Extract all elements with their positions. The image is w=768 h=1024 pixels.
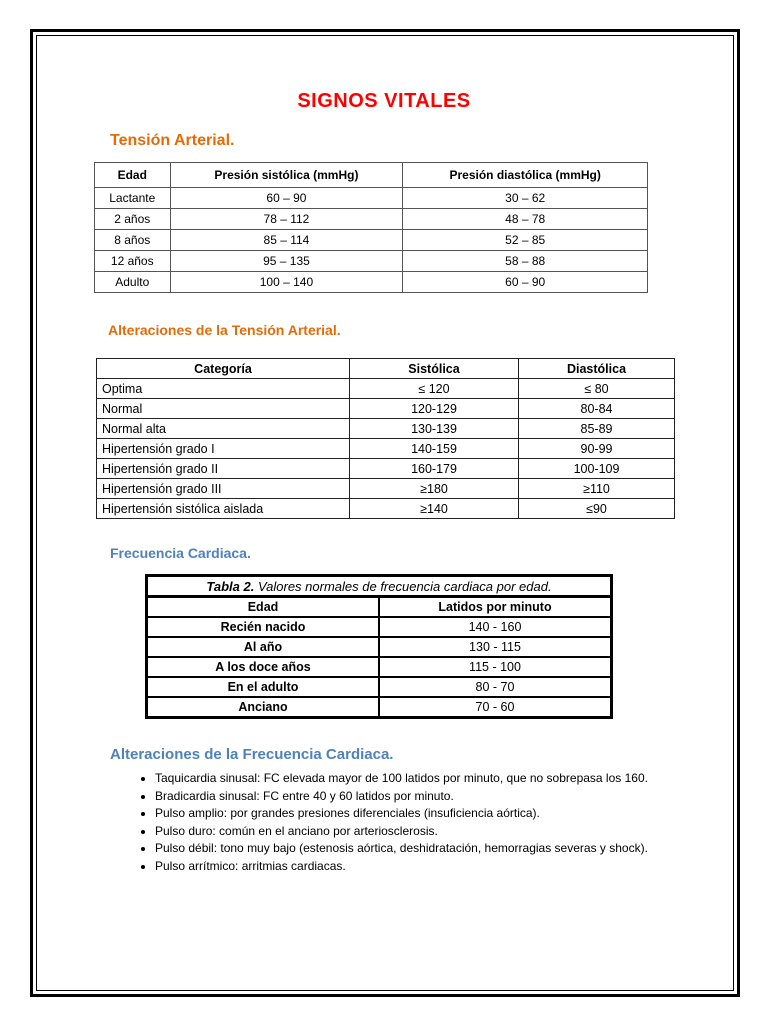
cell: 58 – 88 [403,251,648,272]
page-title: SIGNOS VITALES [297,90,471,112]
cell: 100-109 [519,459,675,479]
table-row [147,697,612,718]
header-latidos: Latidos por minuto [379,597,612,618]
cell: Normal alta [97,419,350,439]
table-row [97,419,675,439]
cell: A los doce años [147,657,380,677]
table-row [97,379,675,399]
table-row [147,657,612,677]
list-item: • Taquicardia sinusal: FC elevada mayor de 100 latidos por minuto, que no sobrepasa los 160. [155,770,685,788]
cell: 130-139 [350,419,519,439]
cell: 140 - 160 [379,617,612,637]
cell: 30 – 62 [403,188,648,209]
alteraciones-fc-heading: Alteraciones de la Frecuencia Cardiaca. [110,746,394,763]
table-header-row [147,597,612,618]
cell: 160-179 [350,459,519,479]
cell: 52 – 85 [403,230,648,251]
header-diastolica: Presión diastólica (mmHg) [403,163,648,188]
table-row [95,251,648,272]
table-row [97,499,675,519]
table-row [97,479,675,499]
table-caption-row [147,576,612,597]
cell: Lactante [95,188,171,209]
cell: Hipertensión grado II [97,459,350,479]
cell: 2 años [95,209,171,230]
cell: 115 - 100 [379,657,612,677]
list-item: • Pulso duro: común en el anciano por arteriosclerosis. [155,823,685,841]
header-edad: Edad [95,163,171,188]
caption-text: Valores normales de frecuencia cardiaca por edad. [254,578,552,594]
cell: 78 – 112 [170,209,403,230]
cell: Hipertensión sistólica aislada [97,499,350,519]
frecuencia-heading: Frecuencia Cardiaca. [110,545,251,561]
table-row [95,209,648,230]
cell: 70 - 60 [379,697,612,718]
cell: En el adulto [147,677,380,697]
cell: Hipertensión grado III [97,479,350,499]
list-item: • Pulso amplio: por grandes presiones diferenciales (insuficiencia aórtica). [155,805,685,823]
cell: 60 – 90 [403,272,648,293]
cell: 12 años [95,251,171,272]
cell: ≤ 80 [519,379,675,399]
cell: 100 – 140 [170,272,403,293]
caption-bold: Tabla 2. [206,578,255,594]
cell: ≤90 [519,499,675,519]
cell: ≥110 [519,479,675,499]
header-sistolica: Presión sistólica (mmHg) [170,163,403,188]
cell: ≥180 [350,479,519,499]
cell: 85-89 [519,419,675,439]
cell: ≤ 120 [350,379,519,399]
cell: 48 – 78 [403,209,648,230]
table-row [147,637,612,657]
header-categoria: Categoría [97,359,350,379]
list-item: • Pulso arrítmico: arritmias cardiacas. [155,858,685,876]
cell: Recién nacido [147,617,380,637]
cell: 60 – 90 [170,188,403,209]
tension-heading: Tensión Arterial. [110,132,235,149]
cell: Anciano [147,697,380,718]
cell: 90-99 [519,439,675,459]
table-header-row [97,359,675,379]
cell: 120-129 [350,399,519,419]
cell: Adulto [95,272,171,293]
cell: 130 - 115 [379,637,612,657]
header-diastolica: Diastólica [519,359,675,379]
alteraciones-ta-heading: Alteraciones de la Tensión Arterial. [108,322,341,338]
cell: Optima [97,379,350,399]
table-row [95,188,648,209]
header-sistolica: Sistólica [350,359,519,379]
frecuencia-table [145,574,613,719]
cell: 8 años [95,230,171,251]
list-item: • Bradicardia sinusal: FC entre 40 y 60 latidos por minuto. [155,788,685,806]
cell: 140-159 [350,439,519,459]
cell: Al año [147,637,380,657]
table-row [147,677,612,697]
cell: 80 - 70 [379,677,612,697]
cell: Hipertensión grado I [97,439,350,459]
table-row [95,230,648,251]
table-header-row [95,163,648,188]
table-caption [147,576,612,597]
alteraciones-ta-table [96,358,675,519]
table-row [97,459,675,479]
cell: 80-84 [519,399,675,419]
header-edad: Edad [147,597,380,618]
table-row [97,399,675,419]
tension-table [94,162,648,293]
alteraciones-fc-list [130,770,685,875]
table-row [147,617,612,637]
cell: Normal [97,399,350,419]
cell: ≥140 [350,499,519,519]
table-row [97,439,675,459]
cell: 85 – 114 [170,230,403,251]
list-item: • Pulso débil: tono muy bajo (estenosis aórtica, deshidratación, hemorragias severas y shock). [155,840,685,858]
cell: 95 – 135 [170,251,403,272]
table-row [95,272,648,293]
